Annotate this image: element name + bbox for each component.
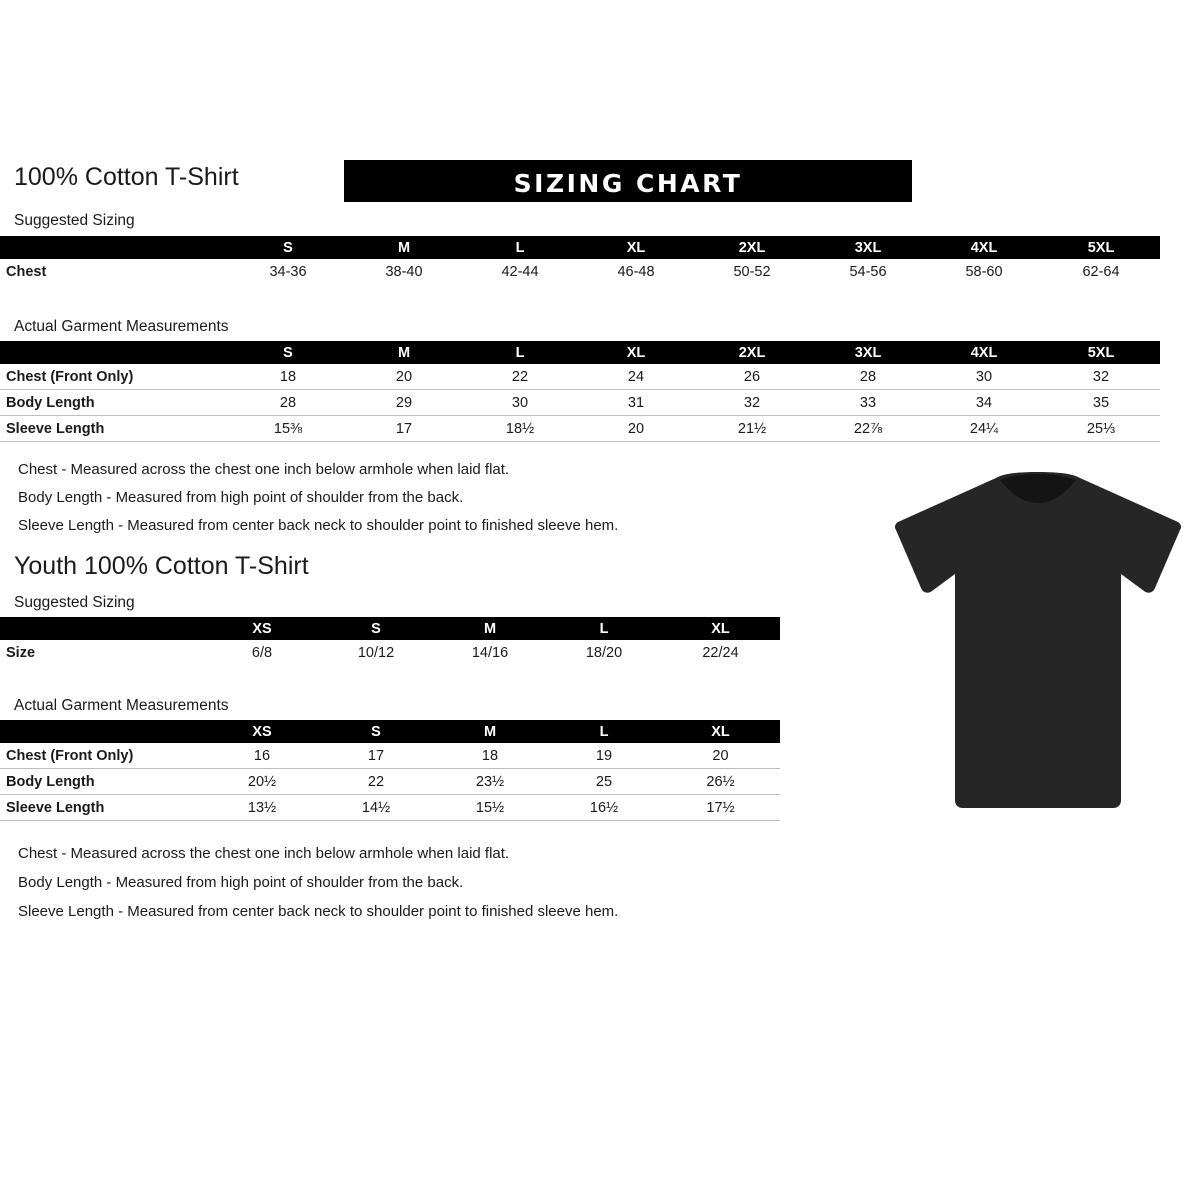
- adult-actual-cell: 18: [230, 364, 346, 390]
- youth-suggested-header-row: [0, 617, 780, 640]
- adult-suggested-column-header: M: [397, 239, 411, 256]
- adult-note-body-length: Body Length - Measured from high point of shoulder from the back.: [18, 489, 464, 506]
- adult-actual-cell: 35: [1042, 390, 1160, 416]
- adult-actual-cell: 28: [810, 364, 926, 390]
- youth-actual-column-header: XL: [711, 723, 730, 740]
- adult-actual-header-row: [0, 341, 1160, 364]
- adult-suggested-cell: 50-52: [733, 263, 771, 280]
- adult-suggested-column-header: 4XL: [970, 239, 998, 256]
- adult-actual-cell: 18½: [462, 416, 578, 442]
- page-title: 100% Cotton T-Shirt: [14, 163, 239, 191]
- adult-actual-cell: 31: [578, 390, 694, 416]
- adult-actual-cell: 30: [462, 390, 578, 416]
- adult-actual-measurements-label: Actual Garment Measurements: [14, 318, 229, 335]
- adult-actual-cell: 34: [926, 390, 1042, 416]
- youth-suggested-cell: 6/8: [251, 644, 273, 661]
- youth-actual-cell: 26½: [661, 769, 780, 795]
- adult-actual-column-header: 5XL: [1087, 344, 1115, 361]
- youth-actual-cell: 13½: [205, 795, 319, 821]
- youth-actual-row-label: Chest (Front Only): [0, 743, 205, 769]
- adult-actual-column-header: 3XL: [854, 344, 882, 361]
- adult-actual-row-label: Sleeve Length: [0, 416, 230, 442]
- adult-actual-cell: 32: [694, 390, 810, 416]
- adult-actual-cell: 29: [346, 390, 462, 416]
- adult-note-chest: Chest - Measured across the chest one inch below armhole when laid flat.: [18, 461, 510, 478]
- youth-actual-cell: 17½: [661, 795, 780, 821]
- table-row: [0, 259, 1160, 284]
- adult-actual-column-header: L: [515, 344, 525, 361]
- youth-suggested-sizing-label: Suggested Sizing: [14, 594, 135, 611]
- adult-actual-cell: 20: [578, 416, 694, 442]
- adult-actual-cell: 17: [346, 416, 462, 442]
- adult-actual-cell: 24¼: [926, 416, 1042, 442]
- adult-actual-column-header: 4XL: [970, 344, 998, 361]
- adult-actual-column-header: M: [397, 344, 411, 361]
- adult-note-sleeve-length: Sleeve Length - Measured from center back neck to shoulder point to finished sleeve hem.: [18, 517, 619, 534]
- adult-suggested-sizing-label: Suggested Sizing: [14, 212, 135, 229]
- youth-actual-cell: 25: [547, 769, 661, 795]
- adult-actual-cell: 22⅞: [810, 416, 926, 442]
- adult-actual-column-header: S: [283, 344, 293, 361]
- youth-suggested-cell: 14/16: [471, 644, 509, 661]
- adult-suggested-cell: 54-56: [849, 263, 887, 280]
- table-row: [0, 743, 780, 769]
- youth-note-sleeve-length: Sleeve Length - Measured from center back neck to shoulder point to finished sleeve hem.: [18, 903, 619, 920]
- adult-actual-column-header: XL: [626, 344, 646, 361]
- adult-suggested-cell: 58-60: [965, 263, 1003, 280]
- youth-actual-column-header: M: [483, 723, 497, 740]
- adult-suggested-column-header: XL: [626, 239, 646, 256]
- table-row: [0, 640, 780, 665]
- youth-actual-cell: 20½: [205, 769, 319, 795]
- adult-actual-cell: 20: [346, 364, 462, 390]
- youth-suggested-cell: 22/24: [702, 644, 739, 661]
- youth-actual-cell: 19: [547, 743, 661, 769]
- youth-note-body-length: Body Length - Measured from high point of shoulder from the back.: [18, 874, 464, 891]
- adult-actual-cell: 21½: [694, 416, 810, 442]
- youth-actual-cell: 20: [661, 743, 780, 769]
- youth-suggested-sizing-table: [0, 617, 780, 665]
- youth-suggested-cell: 18/20: [585, 644, 623, 661]
- youth-suggested-column-header: [0, 617, 205, 640]
- adult-actual-column-header: [0, 341, 230, 364]
- youth-actual-cell: 17: [319, 743, 433, 769]
- youth-actual-cell: 22: [319, 769, 433, 795]
- adult-suggested-column-header: 5XL: [1087, 239, 1115, 256]
- adult-actual-cell: 28: [230, 390, 346, 416]
- youth-actual-column-header: XS: [252, 723, 272, 740]
- youth-actual-header-row: [0, 720, 780, 743]
- youth-suggested-column-header: XS: [252, 620, 272, 637]
- adult-suggested-header-row: [0, 236, 1160, 259]
- youth-actual-column-header: L: [599, 723, 609, 740]
- adult-actual-row-label: Body Length: [0, 390, 230, 416]
- adult-suggested-column-header: S: [283, 239, 293, 256]
- adult-suggested-row-label: Chest: [6, 263, 47, 280]
- adult-actual-measurements-table: [0, 341, 1160, 442]
- adult-actual-cell: 26: [694, 364, 810, 390]
- youth-actual-cell: 23½: [433, 769, 547, 795]
- youth-actual-row-label: Body Length: [0, 769, 205, 795]
- table-row: [0, 795, 780, 821]
- sizing-chart-banner-label: SIZING CHART: [513, 169, 743, 198]
- adult-suggested-column-header: 2XL: [738, 239, 766, 256]
- adult-suggested-sizing-table: [0, 236, 1160, 284]
- youth-suggested-column-header: XL: [711, 620, 730, 637]
- sizing-chart-banner: [344, 160, 912, 202]
- adult-actual-row-label: Chest (Front Only): [0, 364, 230, 390]
- youth-section-title: Youth 100% Cotton T-Shirt: [14, 552, 309, 580]
- youth-actual-cell: 16½: [547, 795, 661, 821]
- youth-actual-measurements-label: Actual Garment Measurements: [14, 697, 229, 714]
- youth-suggested-row-label: Size: [6, 644, 36, 661]
- adult-actual-cell: 32: [1042, 364, 1160, 390]
- youth-actual-column-header: [0, 720, 205, 743]
- table-row: [0, 364, 1160, 390]
- adult-suggested-cell: 62-64: [1082, 263, 1120, 280]
- table-row: [0, 769, 780, 795]
- adult-actual-cell: 30: [926, 364, 1042, 390]
- youth-note-chest: Chest - Measured across the chest one inch below armhole when laid flat.: [18, 845, 510, 862]
- youth-actual-cell: 16: [205, 743, 319, 769]
- adult-actual-cell: 22: [462, 364, 578, 390]
- youth-suggested-column-header: S: [371, 620, 381, 637]
- adult-suggested-column-header: [0, 236, 230, 259]
- youth-actual-row-label: Sleeve Length: [0, 795, 205, 821]
- adult-actual-cell: 15⅜: [230, 416, 346, 442]
- header-row: [14, 160, 1186, 204]
- youth-suggested-column-header: L: [599, 620, 609, 637]
- table-row: [0, 416, 1160, 442]
- youth-actual-measurements-table: [0, 720, 780, 821]
- tshirt-illustration: [893, 470, 1183, 810]
- adult-suggested-cell: 42-44: [501, 263, 539, 280]
- adult-actual-cell: 24: [578, 364, 694, 390]
- youth-actual-column-header: S: [371, 723, 381, 740]
- youth-suggested-cell: 10/12: [357, 644, 395, 661]
- adult-suggested-cell: 38-40: [385, 263, 423, 280]
- youth-actual-cell: 15½: [433, 795, 547, 821]
- youth-suggested-column-header: M: [483, 620, 497, 637]
- adult-suggested-cell: 46-48: [617, 263, 655, 280]
- adult-actual-cell: 25⅓: [1042, 416, 1160, 442]
- table-row: [0, 390, 1160, 416]
- adult-suggested-column-header: 3XL: [854, 239, 882, 256]
- youth-actual-cell: 18: [433, 743, 547, 769]
- adult-suggested-cell: 34-36: [269, 263, 307, 280]
- youth-actual-cell: 14½: [319, 795, 433, 821]
- adult-actual-column-header: 2XL: [738, 344, 766, 361]
- adult-actual-cell: 33: [810, 390, 926, 416]
- adult-suggested-column-header: L: [515, 239, 525, 256]
